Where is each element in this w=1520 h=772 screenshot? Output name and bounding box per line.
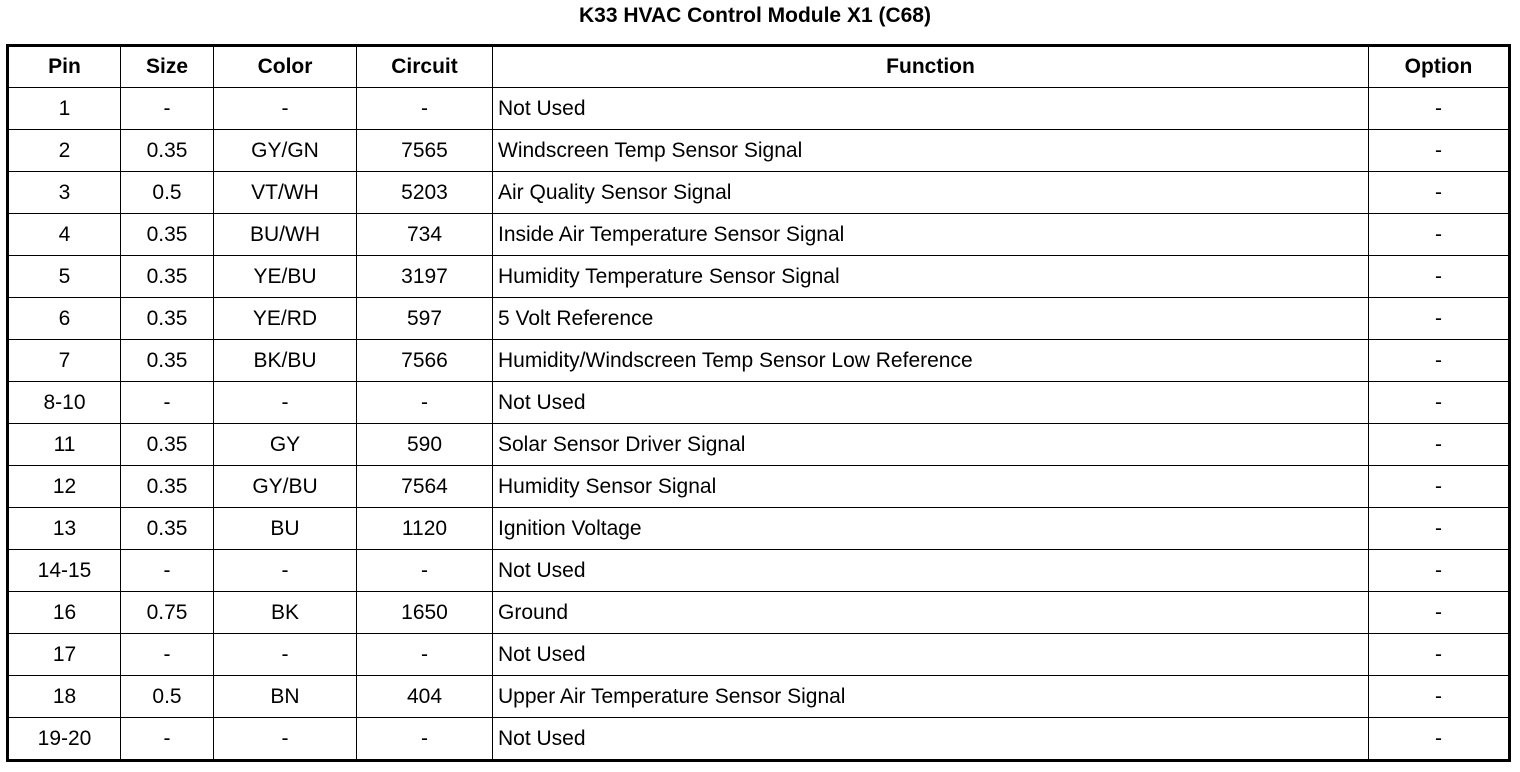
- cell-color: BU: [214, 508, 357, 550]
- cell-pin: 4: [8, 214, 121, 256]
- cell-function: Inside Air Temperature Sensor Signal: [493, 214, 1369, 256]
- table-row: [8, 214, 1510, 256]
- table-row: [8, 550, 1510, 592]
- table-row: [8, 382, 1510, 424]
- cell-option: -: [1369, 508, 1510, 550]
- cell-option: -: [1369, 676, 1510, 718]
- cell-size: 0.35: [121, 508, 214, 550]
- cell-option: -: [1369, 88, 1510, 130]
- cell-color: GY: [214, 424, 357, 466]
- cell-option: -: [1369, 424, 1510, 466]
- cell-function: Ground: [493, 592, 1369, 634]
- cell-pin: 1: [8, 88, 121, 130]
- cell-option: -: [1369, 298, 1510, 340]
- connector-pinout-table: [6, 44, 1511, 762]
- cell-circuit: 7566: [357, 340, 493, 382]
- cell-circuit: 1120: [357, 508, 493, 550]
- cell-pin: 18: [8, 676, 121, 718]
- cell-circuit: 1650: [357, 592, 493, 634]
- cell-function: Humidity Sensor Signal: [493, 466, 1369, 508]
- cell-function: Air Quality Sensor Signal: [493, 172, 1369, 214]
- cell-function: Humidity Temperature Sensor Signal: [493, 256, 1369, 298]
- cell-circuit: 3197: [357, 256, 493, 298]
- cell-size: 0.35: [121, 214, 214, 256]
- column-header-pin: Pin: [8, 46, 121, 88]
- cell-option: -: [1369, 634, 1510, 676]
- table-row: [8, 718, 1510, 761]
- cell-function: Upper Air Temperature Sensor Signal: [493, 676, 1369, 718]
- column-header-color: Color: [214, 46, 357, 88]
- cell-color: VT/WH: [214, 172, 357, 214]
- cell-color: -: [214, 718, 357, 761]
- cell-option: -: [1369, 340, 1510, 382]
- cell-pin: 7: [8, 340, 121, 382]
- cell-function: Not Used: [493, 550, 1369, 592]
- cell-color: GY/GN: [214, 130, 357, 172]
- cell-circuit: -: [357, 382, 493, 424]
- cell-circuit: 404: [357, 676, 493, 718]
- cell-color: YE/RD: [214, 298, 357, 340]
- table-row: [8, 340, 1510, 382]
- cell-pin: 3: [8, 172, 121, 214]
- cell-function: Humidity/Windscreen Temp Sensor Low Reference: [493, 340, 1369, 382]
- cell-circuit: -: [357, 718, 493, 761]
- cell-function: 5 Volt Reference: [493, 298, 1369, 340]
- column-header-function: Function: [493, 46, 1369, 88]
- cell-function: Not Used: [493, 382, 1369, 424]
- table-row: [8, 88, 1510, 130]
- table-row: [8, 172, 1510, 214]
- cell-option: -: [1369, 592, 1510, 634]
- cell-size: 0.35: [121, 298, 214, 340]
- cell-circuit: -: [357, 550, 493, 592]
- cell-pin: 6: [8, 298, 121, 340]
- cell-pin: 2: [8, 130, 121, 172]
- cell-color: BK/BU: [214, 340, 357, 382]
- table-row: [8, 676, 1510, 718]
- table-row: [8, 298, 1510, 340]
- table-row: [8, 424, 1510, 466]
- table-row: [8, 256, 1510, 298]
- column-header-circuit: Circuit: [357, 46, 493, 88]
- table-row: [8, 130, 1510, 172]
- cell-color: BN: [214, 676, 357, 718]
- cell-size: 0.5: [121, 676, 214, 718]
- cell-color: YE/BU: [214, 256, 357, 298]
- table-row: [8, 466, 1510, 508]
- cell-size: 0.35: [121, 130, 214, 172]
- table-body: [8, 88, 1510, 761]
- cell-size: 0.5: [121, 172, 214, 214]
- cell-circuit: 7564: [357, 466, 493, 508]
- cell-circuit: -: [357, 88, 493, 130]
- cell-pin: 14-15: [8, 550, 121, 592]
- table-row: [8, 508, 1510, 550]
- table-header-row: [8, 46, 1510, 88]
- cell-pin: 16: [8, 592, 121, 634]
- cell-function: Not Used: [493, 718, 1369, 761]
- cell-color: BK: [214, 592, 357, 634]
- cell-circuit: 734: [357, 214, 493, 256]
- cell-size: -: [121, 382, 214, 424]
- cell-option: -: [1369, 718, 1510, 761]
- cell-size: 0.35: [121, 424, 214, 466]
- cell-function: Not Used: [493, 634, 1369, 676]
- cell-option: -: [1369, 130, 1510, 172]
- cell-option: -: [1369, 550, 1510, 592]
- cell-circuit: 597: [357, 298, 493, 340]
- cell-color: BU/WH: [214, 214, 357, 256]
- cell-color: -: [214, 634, 357, 676]
- table-row: [8, 592, 1510, 634]
- cell-pin: 8-10: [8, 382, 121, 424]
- cell-circuit: 5203: [357, 172, 493, 214]
- cell-function: Solar Sensor Driver Signal: [493, 424, 1369, 466]
- cell-option: -: [1369, 256, 1510, 298]
- cell-option: -: [1369, 214, 1510, 256]
- cell-pin: 12: [8, 466, 121, 508]
- cell-option: -: [1369, 382, 1510, 424]
- cell-size: 0.75: [121, 592, 214, 634]
- cell-size: -: [121, 634, 214, 676]
- cell-pin: 13: [8, 508, 121, 550]
- cell-pin: 5: [8, 256, 121, 298]
- column-header-option: Option: [1369, 46, 1510, 88]
- cell-circuit: 590: [357, 424, 493, 466]
- cell-pin: 11: [8, 424, 121, 466]
- cell-color: -: [214, 550, 357, 592]
- column-header-size: Size: [121, 46, 214, 88]
- cell-option: -: [1369, 172, 1510, 214]
- cell-size: -: [121, 718, 214, 761]
- table-row: [8, 634, 1510, 676]
- cell-color: -: [214, 88, 357, 130]
- cell-color: GY/BU: [214, 466, 357, 508]
- cell-circuit: -: [357, 634, 493, 676]
- cell-function: Not Used: [493, 88, 1369, 130]
- cell-size: -: [121, 88, 214, 130]
- cell-pin: 17: [8, 634, 121, 676]
- cell-size: 0.35: [121, 256, 214, 298]
- cell-size: -: [121, 550, 214, 592]
- page-title: K33 HVAC Control Module X1 (C68): [579, 4, 931, 27]
- cell-circuit: 7565: [357, 130, 493, 172]
- cell-color: -: [214, 382, 357, 424]
- cell-pin: 19-20: [8, 718, 121, 761]
- cell-function: Ignition Voltage: [493, 508, 1369, 550]
- cell-size: 0.35: [121, 340, 214, 382]
- cell-function: Windscreen Temp Sensor Signal: [493, 130, 1369, 172]
- cell-option: -: [1369, 466, 1510, 508]
- cell-size: 0.35: [121, 466, 214, 508]
